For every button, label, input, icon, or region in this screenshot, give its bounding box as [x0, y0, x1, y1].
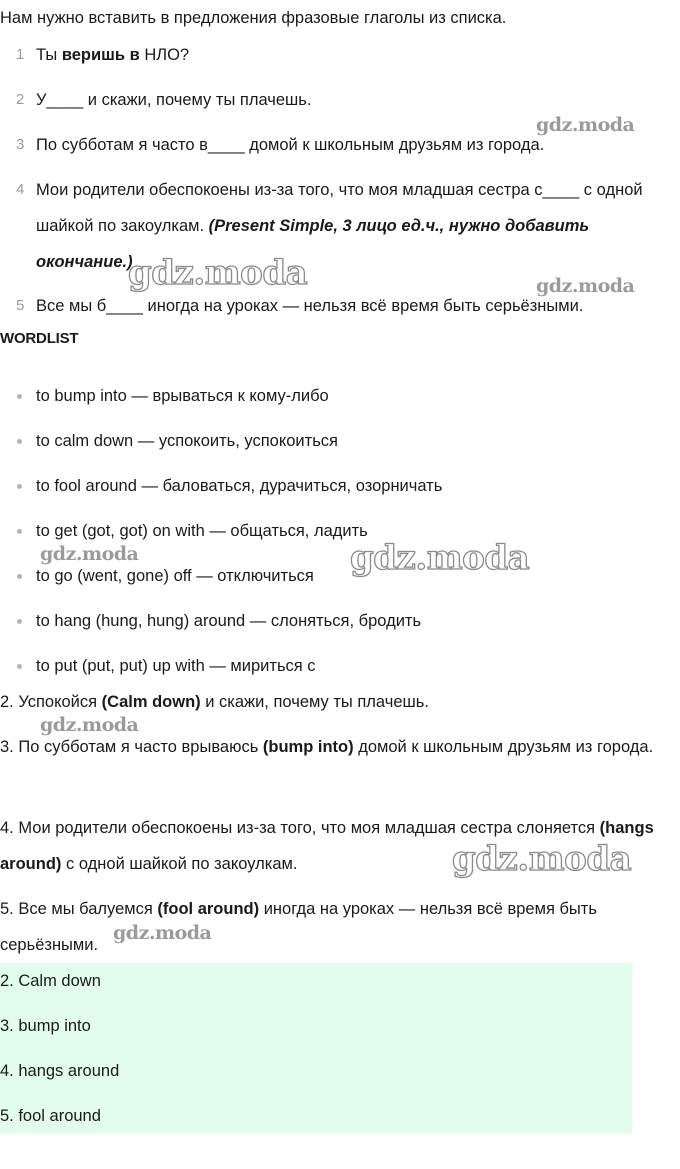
answer-highlight: (hangs around)	[0, 819, 654, 873]
wordlist-item: to go (went, gone) off — отключиться	[0, 565, 660, 587]
wordlist-item: to hang (hung, hung) around — слоняться, бродить	[0, 610, 660, 632]
answer-sentence: 4. Мои родители обеспокоены из-за того, что моя младшая сестра слоняется (hangs around) с одной шайкой по закоулкам.	[0, 819, 654, 873]
answer-sentence: 5. Все мы балуемся (fool around) иногда на уроках — нельзя всё время быть серьёзными.	[0, 900, 597, 954]
short-answer: 3. bump into	[0, 1017, 91, 1035]
watermark-logo: gdz.moda	[113, 922, 212, 944]
wordlist-heading: WORDLIST	[0, 330, 79, 347]
wordlist-item: to bump into — врываться к кому-либо	[0, 385, 660, 407]
short-answer: 5. fool around	[0, 1107, 101, 1125]
task-text: У____ и скажи, почему ты плачешь.	[36, 91, 312, 109]
task-highlight: веришь в	[61, 46, 140, 64]
watermark-logo: gdz.moda	[452, 839, 632, 879]
watermark-logo: gdz.moda	[536, 275, 635, 297]
task-number: 2	[16, 91, 25, 108]
bullet-icon	[17, 439, 22, 444]
task-item	[0, 89, 676, 111]
task-text: Мои родители обеспокоены из-за того, что моя младшая сестра с____ с одной шайкой по закоулкам. (Present Simple, 3 лицо ед.ч., нужно добавить окончание.)	[36, 181, 643, 271]
bullet-icon	[17, 529, 22, 534]
bullet-icon	[17, 664, 22, 669]
task-text: Все мы б____ иногда на уроках — нельзя всё время быть серьёзными.	[36, 297, 584, 315]
wordlist-item: to get (got, got) on with — общаться, ладить	[0, 520, 660, 542]
task-number: 3	[16, 136, 25, 153]
answer-highlight: (Calm down)	[101, 693, 201, 711]
task-text: По субботам я часто в____ домой к школьным друзьям из города.	[36, 136, 545, 154]
watermark-logo: gdz.moda	[128, 253, 308, 293]
wordlist-item: to calm down — успокоить, успокоиться	[0, 430, 660, 452]
short-answer: 2. Calm down	[0, 972, 101, 990]
answer-highlight: (bump into)	[262, 738, 354, 756]
bullet-icon	[17, 484, 22, 489]
short-answers-panel	[0, 963, 632, 1134]
task-item	[0, 134, 676, 156]
task-text: Ты веришь в НЛО?	[36, 46, 190, 64]
task-item	[0, 172, 676, 280]
bullet-icon	[17, 574, 22, 579]
watermark-logo: gdz.moda	[40, 714, 139, 736]
watermark-logo: gdz.moda	[40, 543, 139, 565]
watermark-logo: gdz.moda	[350, 538, 530, 578]
answer-sentence: 2. Успокойся (Calm down) и скажи, почему ты плачешь.	[0, 693, 429, 711]
bullet-icon	[17, 394, 22, 399]
task-number: 4	[16, 181, 25, 198]
intro-text: Нам нужно вставить в предложения фразовые глаголы из списка.	[0, 9, 507, 27]
task-number: 5	[16, 297, 25, 314]
answer-sentence: 3. По субботам я часто врываюсь (bump into) домой к школьным друзьям из города.	[0, 738, 654, 756]
answer-highlight: (fool around)	[157, 900, 260, 918]
bullet-icon	[17, 619, 22, 624]
task-number: 1	[16, 46, 25, 63]
task-item	[0, 295, 676, 317]
task-note: (Present Simple, 3 лицо ед.ч., нужно добавить окончание.)	[36, 217, 590, 271]
task-item	[0, 44, 676, 66]
wordlist-item: to fool around — баловаться, дурачиться, озорничать	[0, 475, 660, 497]
watermark-logo: gdz.moda	[536, 114, 635, 136]
short-answer: 4. hangs around	[0, 1062, 120, 1080]
wordlist-item: to put (put, put) up with — мириться с	[0, 655, 660, 677]
